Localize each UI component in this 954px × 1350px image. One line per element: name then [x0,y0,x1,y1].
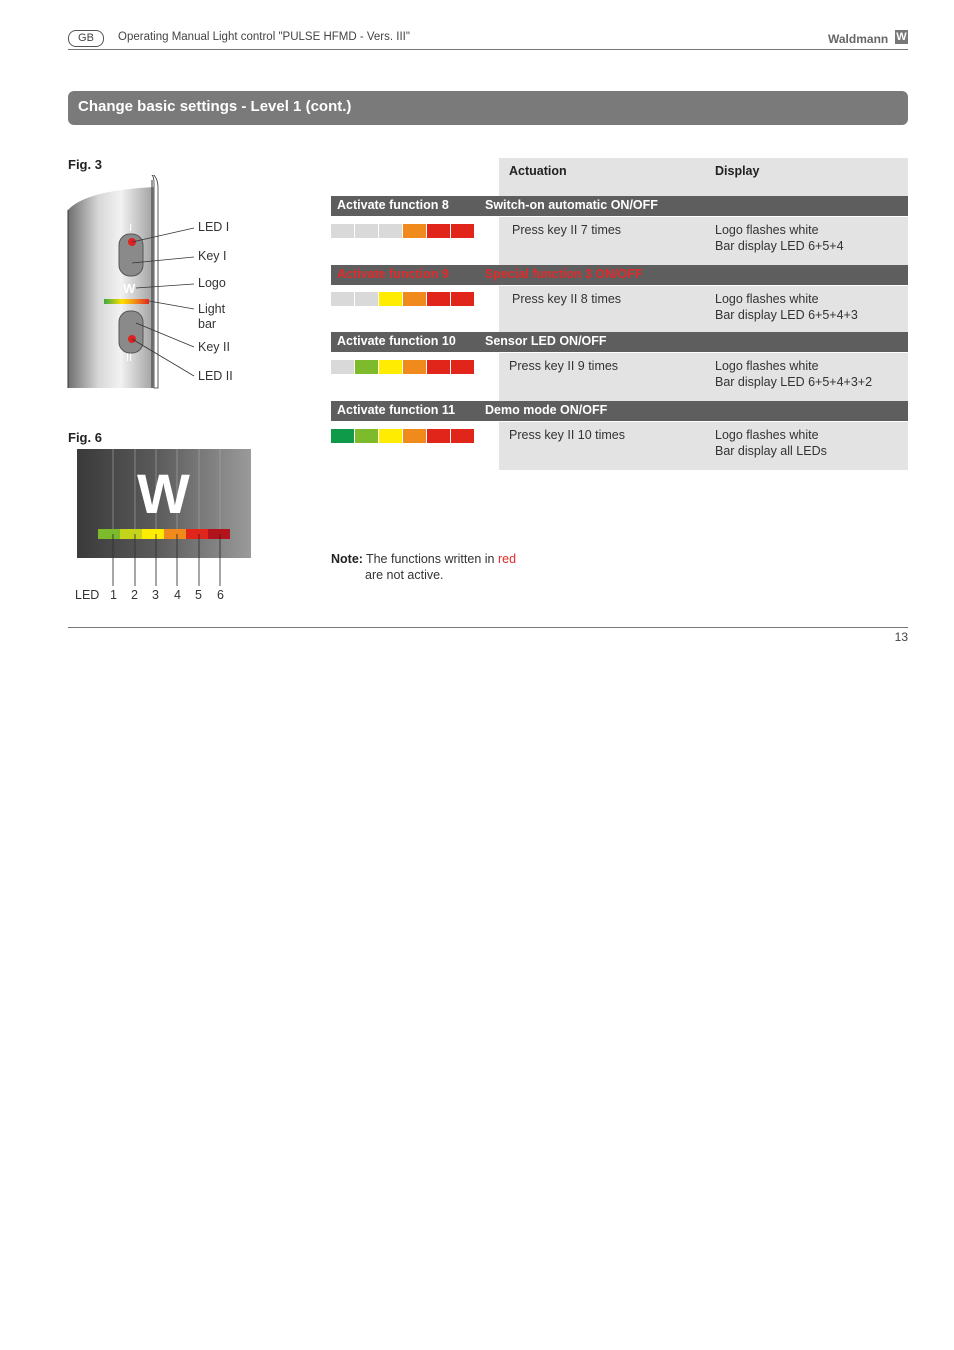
function-11-name: Demo mode ON/OFF [485,403,608,417]
page-number: 13 [894,630,908,644]
led-segment [331,429,354,443]
fig6-led-label: LED [75,588,100,602]
callout-key-i: Key I [198,249,227,263]
note-text-line-2: are not active. [365,567,444,582]
function-9-led-bar [331,292,474,306]
led-segment [331,292,354,306]
key-ii-symbol: II [126,352,133,364]
function-10-actuation: Press key II 9 times [509,359,619,373]
led-segment [451,292,474,306]
note-label: Note: [331,552,363,566]
led-segment [379,360,402,374]
device-logo: W [123,281,136,296]
display-line-1: Logo flashes white [715,428,819,442]
led-segment [403,429,426,443]
display-line-1: Logo flashes white [715,223,819,237]
led-segment [355,429,378,443]
document-title: Operating Manual Light control "PULSE HFMD - Vers. III" [118,31,410,43]
brand-name: Waldmann [828,32,889,46]
led-segment [355,360,378,374]
callout-light: Light [198,302,226,316]
function-11-header [331,401,908,421]
table-header [499,158,908,196]
function-9-name: Special function 3 ON/OFF [485,267,643,281]
led-segment [403,360,426,374]
function-10-led-bar [331,360,474,374]
function-10-number: Activate function 10 [337,334,456,348]
fig6-led-number-5: 5 [195,588,202,602]
note-text: The functions written in [365,552,498,566]
led-segment [355,292,378,306]
fig6-led-number-4: 4 [174,588,181,602]
function-10-row [499,353,908,401]
callout-led-i: LED I [198,220,230,234]
function-10-display [715,359,872,390]
callout-logo: Logo [198,276,226,290]
function-11-number: Activate function 11 [337,403,456,417]
led-segment [379,429,402,443]
led-segment [403,224,426,238]
function-8-header [331,196,908,216]
led-segment [355,224,378,238]
key-i-symbol: I [129,222,133,234]
fig6-led-number-6: 6 [217,588,224,602]
column-actuation: Actuation [509,164,567,178]
function-8-display [715,223,844,254]
led-segment [427,429,450,443]
fig6-led-1 [98,529,120,539]
led-segment [451,224,474,238]
callout-key-ii: Key II [198,340,230,354]
header-divider [68,49,908,50]
column-display: Display [715,164,760,178]
function-9-actuation: Press key II 8 times [512,292,622,306]
fig6-led-5 [186,529,208,539]
display-line-2: Bar display LED 6+5+4 [715,238,844,253]
function-8-name: Switch-on automatic ON/OFF [485,198,658,212]
function-11-led-bar [331,429,474,443]
note [331,552,516,583]
function-10-header [331,332,908,352]
led-segment [427,224,450,238]
brand-logo-icon: W [896,31,907,43]
display-line-2: Bar display all LEDs [715,443,827,458]
led-segment [379,224,402,238]
function-11-row [499,422,908,470]
footer-divider [68,627,908,628]
fig6-led-number-2: 2 [131,588,138,602]
function-11-actuation: Press key II 10 times [509,428,626,442]
device-light-bar [104,299,149,304]
function-8-led-bar [331,224,474,238]
display-line-1: Logo flashes white [715,292,819,306]
display-line-1: Logo flashes white [715,359,819,373]
led-segment [331,360,354,374]
language-badge: GB [68,30,104,47]
fig6-led-number-3: 3 [152,588,159,602]
callout-led-ii: LED II [198,369,233,383]
fig6-label: Fig. 6 [68,430,102,445]
function-8-row [499,217,908,265]
function-9-header [331,265,908,285]
led-segment [331,224,354,238]
led-segment [379,292,402,306]
function-9-row [499,286,908,332]
key-ii-button [119,311,143,353]
callout-bar: bar [198,317,217,331]
fig6-led-number-1: 1 [110,588,117,602]
function-8-actuation: Press key II 7 times [512,223,622,237]
display-line-2: Bar display LED 6+5+4+3 [715,307,858,322]
function-10-name: Sensor LED ON/OFF [485,334,607,348]
fig6-led-6 [208,529,230,539]
note-red-word: red [497,552,517,566]
led-segment [403,292,426,306]
led-segment [427,292,450,306]
fig6-led-4 [164,529,186,539]
led-segment [451,360,474,374]
fig6-led-3 [142,529,164,539]
display-line-2: Bar display LED 6+5+4+3+2 [715,374,873,389]
section-title-bar [68,91,908,125]
function-9-display [715,292,858,323]
function-9-number: Activate function 9 [337,267,449,281]
section-title: Change basic settings - Level 1 (cont.) [78,98,352,115]
function-8-number: Activate function 8 [337,198,449,212]
function-11-display [715,428,827,459]
led-segment [427,360,450,374]
fig6-led-illustration [77,449,252,589]
fig3-label: Fig. 3 [68,157,102,172]
fig6-led-2 [120,529,142,539]
led-segment [451,429,474,443]
fig6-logo: W [137,462,190,525]
